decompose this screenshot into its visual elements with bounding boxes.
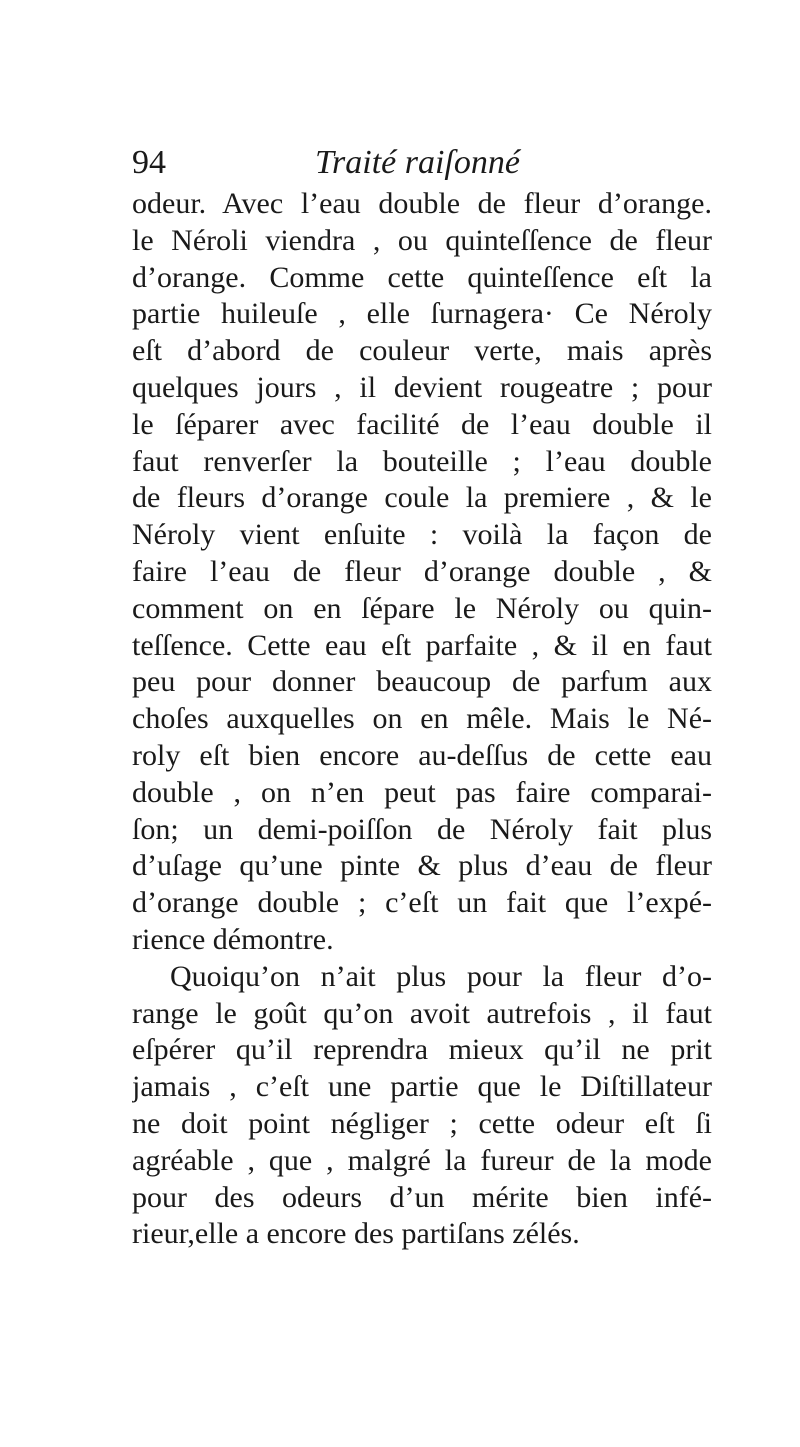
text-line: de fleurs d’orange coule la premiere , & le bbox=[132, 481, 712, 515]
text-line: rience démontre. bbox=[132, 922, 334, 956]
text-line: d’orange. Comme cette quinteſſence eſt la bbox=[132, 260, 712, 294]
text-line: faut renverſer la bouteille ; l’eau double bbox=[132, 444, 712, 478]
text-line: le Néroli viendra , ou quinteſſence de fleur bbox=[132, 223, 712, 257]
text-line: agréable , que , malgré la fureur de la mode bbox=[132, 1143, 712, 1177]
text-line: teſſence. Cette eau eſt parfaite , & il en faut bbox=[132, 628, 712, 662]
text-line: peu pour donner beaucoup de parfum aux bbox=[132, 665, 712, 699]
text-line: eſt d’abord de couleur verte, mais après bbox=[132, 334, 712, 368]
text-line: choſes auxquelles on en mêle. Mais le Né- bbox=[132, 702, 712, 736]
text-line: eſpérer qu’il reprendra mieux qu’il ne prit bbox=[132, 1033, 712, 1067]
text-line: rieur,elle a encore des partiſans zélés. bbox=[132, 1217, 580, 1251]
text-line: d’orange double ; c’eſt un fait que l’expé- bbox=[132, 886, 712, 920]
text-line: quelques jours , il devient rougeatre ; pour bbox=[132, 370, 712, 404]
text-line: le ſéparer avec facilité de l’eau double il bbox=[132, 407, 712, 441]
page-number: 94 bbox=[132, 144, 166, 181]
text-line: partie huileuſe , elle ſurnagera· Ce Néroly bbox=[132, 297, 712, 331]
text-line: Quoiqu’on n’ait plus pour la fleur d’o- bbox=[170, 959, 712, 993]
text-line: faire l’eau de fleur d’orange double , & bbox=[132, 554, 712, 588]
text-line: pour des odeurs d’un mérite bien infé- bbox=[132, 1180, 712, 1214]
text-line: double , on n’en peut pas faire comparai- bbox=[132, 775, 712, 809]
text-line: odeur. Avec l’eau double de fleur d’orange. bbox=[132, 187, 712, 220]
running-title: Traité raiſonné bbox=[315, 144, 520, 181]
text-line: ne doit point négliger ; cette odeur eſt ſi bbox=[132, 1106, 712, 1140]
page-header bbox=[132, 140, 712, 186]
text-line: roly eſt bien encore au-deſſus de cette eau bbox=[132, 738, 712, 772]
text-line: d’uſage qu’une pinte & plus d’eau de fleur bbox=[132, 849, 712, 883]
text-line: Néroly vient enſuite : voilà la façon de bbox=[132, 518, 712, 552]
text-line: ſon; un demi-poiſſon de Néroly fait plus bbox=[132, 812, 712, 846]
text-line: range le goût qu’on avoit autrefois , il faut bbox=[132, 996, 712, 1030]
text-line: comment on en ſépare le Néroly ou quin- bbox=[132, 591, 712, 625]
text-line: jamais , c’eſt une partie que le Diſtillateur bbox=[132, 1070, 712, 1104]
body-text bbox=[132, 186, 712, 1253]
